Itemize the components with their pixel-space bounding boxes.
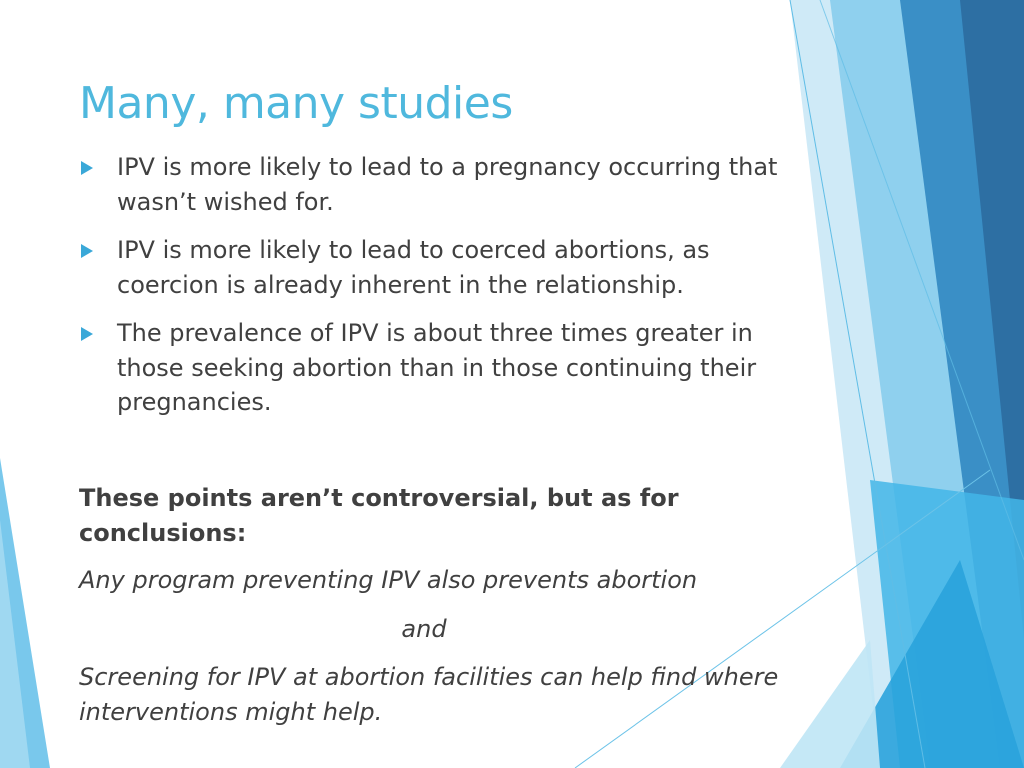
statement-screening: Screening for IPV at abortion facilities can help find where interventions might help.: [79, 663, 779, 726]
bullet-item: [79, 150, 779, 219]
bullet-arrow-icon: [81, 244, 93, 258]
bullet-text: IPV is more likely to lead to coerced abortions, as coercion is already inherent in the relationship.: [117, 236, 710, 299]
bullet-arrow-icon: [81, 161, 93, 175]
bullet-list: [79, 150, 779, 434]
bullet-text: The prevalence of IPV is about three times greater in those seeking abortion than in those continuing their pregnancies.: [117, 319, 757, 416]
bullet-item: [79, 316, 779, 420]
connector-and: and: [401, 615, 447, 643]
bullet-item: [79, 233, 779, 302]
slide-title: Many, many studies: [79, 78, 513, 129]
conclusion-heading: These points aren’t controversial, but as for conclusions:: [79, 484, 679, 547]
statement-prevention: Any program preventing IPV also prevents abortion: [79, 566, 698, 594]
bottom-light-sliver: [780, 640, 880, 768]
bullet-text: IPV is more likely to lead to a pregnancy occurring that wasn’t wished for.: [117, 153, 778, 216]
bullet-arrow-icon: [81, 327, 93, 341]
